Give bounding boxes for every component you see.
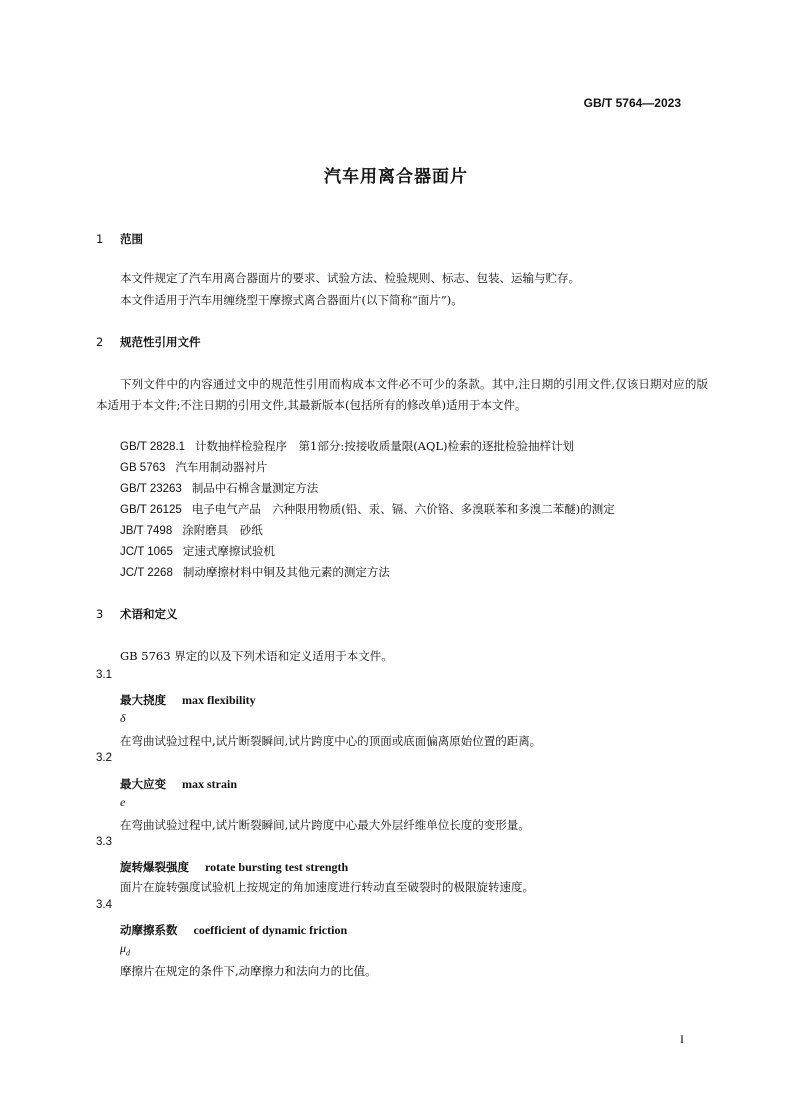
document-title: 汽车用离合器面片 [324, 167, 468, 187]
reference-code: JC/T 1065 [120, 546, 173, 558]
reference-item [120, 459, 267, 475]
reference-title: 制品中石棉含量测定方法 [191, 481, 319, 495]
term-definition: 在弯曲试验过程中,试片断裂瞬间,试片跨度中心最大外层纤维单位长度的变形量。 [120, 818, 530, 832]
reference-item [120, 438, 574, 454]
term-heading [120, 919, 347, 938]
reference-item [120, 501, 615, 517]
term-heading [120, 856, 348, 875]
term-symbol [120, 941, 130, 957]
scope-paragraph-2: 本文件适用于汽车用缠绕型干摩擦式离合器面片(以下简称“面片”)。 [120, 293, 463, 307]
section-2-heading [96, 334, 201, 350]
term-heading [120, 689, 256, 708]
section-title: 规范性引用文件 [120, 335, 201, 349]
reference-item [120, 543, 275, 559]
reference-code: JB/T 7498 [120, 525, 173, 537]
terms-intro: GB 5763 界定的以及下列术语和定义适用于本文件。 [120, 649, 393, 663]
term-english: rotate bursting test strength [205, 860, 349, 874]
term-definition: 摩擦片在规定的条件下,动摩擦力和法向力的比值。 [120, 964, 377, 978]
section-number: 2 [96, 335, 104, 349]
term-chinese: 旋转爆裂强度 [120, 860, 189, 874]
reference-title: 计数抽样检验程序 第1部分:按接收质量限(AQL)检索的逐批检验抽样计划 [195, 439, 575, 453]
page-number: I [680, 1032, 684, 1046]
symbol-base: μ [120, 941, 127, 955]
symbol-subscript: d [126, 948, 131, 958]
term-chinese: 最大应变 [120, 777, 166, 791]
section-3-heading [96, 606, 178, 622]
reference-title: 定速式摩擦试验机 [182, 544, 275, 558]
term-number: 3.2 [96, 752, 112, 764]
term-chinese: 最大挠度 [120, 693, 166, 707]
term-heading [120, 773, 237, 792]
term-definition: 在弯曲试验过程中,试片断裂瞬间,试片跨度中心的顶面或底面偏离原始位置的距离。 [120, 734, 542, 748]
standard-code: GB/T 5764—2023 [583, 96, 681, 110]
section-title: 术语和定义 [120, 607, 178, 621]
scope-paragraph-1: 本文件规定了汽车用离合器面片的要求、试验方法、检验规则、标志、包装、运输与贮存。 [120, 271, 580, 285]
term-english: max flexibility [182, 693, 256, 707]
term-english: max strain [182, 777, 237, 791]
reference-code: GB 5763 [120, 462, 166, 474]
reference-title: 制动摩擦材料中铜及其他元素的测定方法 [182, 565, 390, 579]
reference-item [120, 564, 390, 580]
term-number: 3.3 [96, 836, 112, 848]
reference-code: GB/T 23263 [120, 483, 182, 495]
term-definition: 面片在旋转强度试验机上按规定的角加速度进行转动直至破裂时的极限旋转速度。 [120, 880, 534, 894]
section-number: 1 [96, 232, 104, 246]
term-number: 3.1 [96, 669, 112, 681]
term-chinese: 动摩擦系数 [120, 923, 178, 937]
reference-title: 涂附磨具 砂纸 [182, 523, 263, 537]
reference-item [120, 480, 318, 496]
term-number: 3.4 [96, 899, 112, 911]
term-symbol: δ [120, 711, 126, 725]
term-english: coefficient of dynamic friction [193, 923, 348, 937]
reference-code: GB/T 26125 [120, 504, 182, 516]
reference-code: GB/T 2828.1 [120, 441, 185, 453]
reference-code: JC/T 2268 [120, 567, 173, 579]
reference-title: 汽车用制动器衬片 [175, 460, 268, 474]
section-1-heading [96, 231, 143, 247]
section-title: 范围 [120, 232, 143, 246]
reference-item [120, 522, 263, 538]
section-number: 3 [96, 607, 104, 621]
reference-title: 电子电气产品 六种限用物质(铅、汞、镉、六价铬、多溴联苯和多溴二苯醚)的测定 [191, 502, 615, 516]
term-symbol: e [120, 795, 126, 809]
normative-intro: 下列文件中的内容通过文中的规范性引用而构成本文件必不可少的条款。其中,注日期的引用文件,仅该日期对应的版本适用于本文件;不注日期的引用文件,其最新版本(包括所有的修改单)适用于本文件。 [96, 377, 708, 412]
